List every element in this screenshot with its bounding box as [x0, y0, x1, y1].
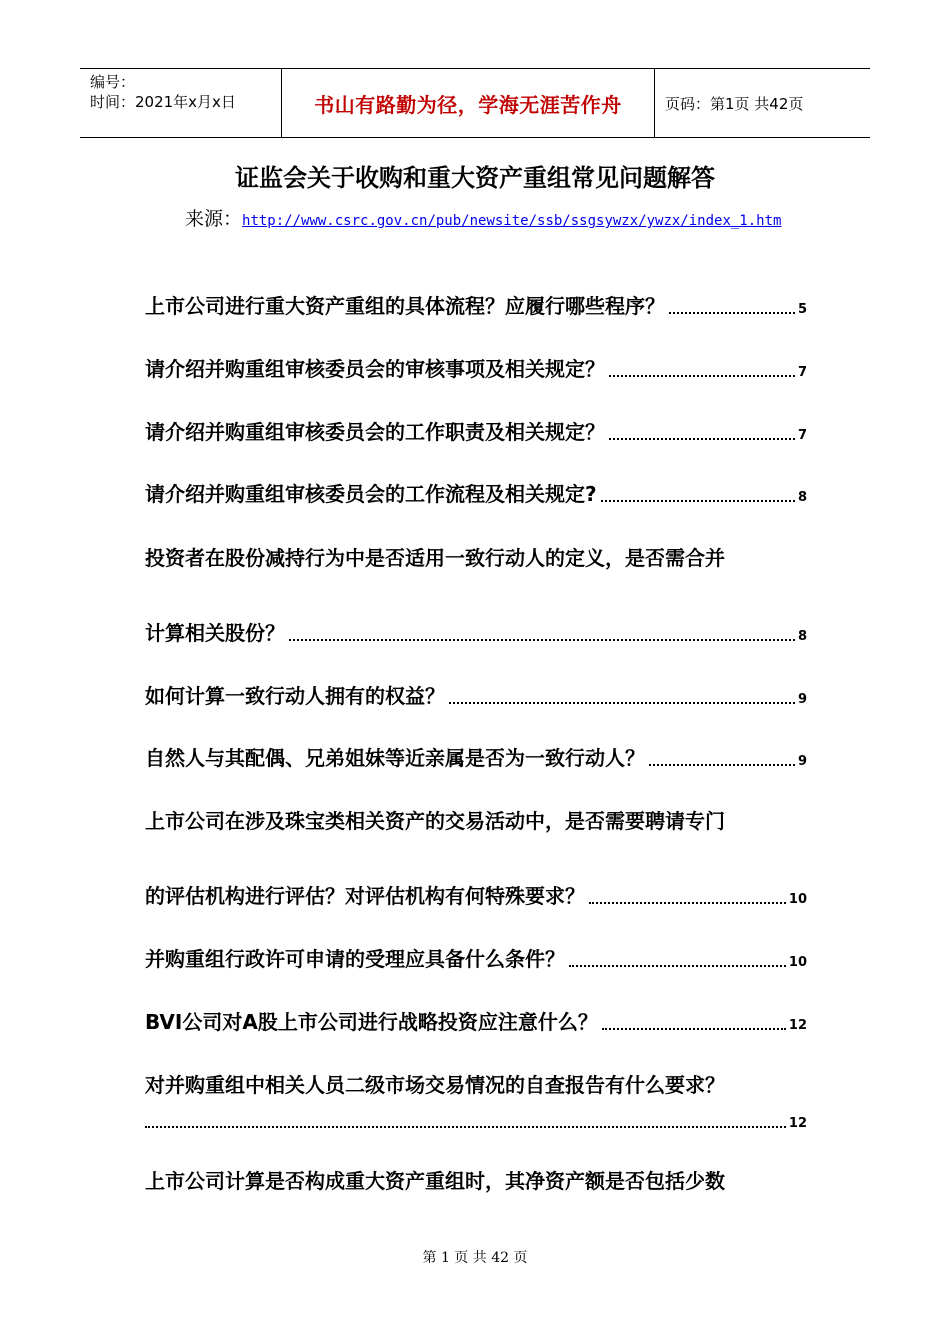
toc-entry-page: 9: [797, 754, 807, 769]
toc-entry[interactable]: [145, 1116, 807, 1133]
table-of-contents: [145, 0, 807, 1344]
toc-entry[interactable]: [145, 617, 807, 646]
toc-entry-page: 5: [797, 302, 807, 317]
toc-entry-page: 12: [788, 1018, 807, 1033]
toc-entry-text: 如何计算一致行动人拥有的权益？: [145, 684, 445, 708]
toc-entry-text: 自然人与其配偶、兄弟姐妹等近亲属是否为一致行动人？: [145, 746, 645, 770]
toc-leader-dots: [669, 311, 795, 314]
page-info: 页码：第1页 共42页: [665, 94, 804, 113]
toc-leader-dots: [145, 1125, 786, 1128]
toc-entry-line1[interactable]: 对并购重组中相关人员二级市场交易情况的自查报告有什么要求？: [145, 1073, 725, 1097]
toc-leader-dots: [649, 763, 795, 766]
toc-leader-dots: [601, 499, 795, 502]
toc-entry-line1[interactable]: 上市公司计算是否构成重大资产重组时，其净资产额是否包括少数: [145, 1169, 725, 1193]
toc-entry-page: 8: [797, 490, 807, 505]
source-label: 来源：: [185, 208, 243, 230]
toc-entry-line1[interactable]: 上市公司在涉及珠宝类相关资产的交易活动中，是否需要聘请专门: [145, 809, 725, 833]
toc-entry-text: 并购重组行政许可申请的受理应具备什么条件？: [145, 947, 565, 971]
toc-entry-text: 的评估机构进行评估？对评估机构有何特殊要求？: [145, 884, 585, 908]
toc-entry-page: 9: [797, 692, 807, 707]
document-title: 证监会关于收购和重大资产重组常见问题解答: [235, 163, 715, 192]
toc-entry-page: 8: [797, 629, 807, 644]
toc-entry-page: 10: [788, 955, 807, 970]
toc-entry-page: 10: [788, 892, 807, 907]
toc-entry[interactable]: [145, 943, 807, 972]
source-link[interactable]: http://www.csrc.gov.cn/pub/newsite/ssb/ssgsywzx/ywzx/index_1.htm: [242, 213, 782, 229]
toc-entry[interactable]: [145, 353, 807, 382]
toc-entry-text: 计算相关股份？: [145, 621, 285, 645]
toc-entry[interactable]: [145, 416, 807, 445]
toc-entry-page: 12: [788, 1116, 807, 1131]
toc-leader-dots: [569, 964, 786, 967]
motto: 书山有路勤为径，学海无涯苦作舟: [314, 92, 622, 117]
toc-entry-text: BVI公司对A股上市公司进行战略投资应注意什么？: [145, 1010, 598, 1034]
toc-entry-text: 请介绍并购重组审核委员会的工作职责及相关规定？: [145, 420, 605, 444]
document-number: 编号：: [90, 73, 136, 91]
toc-entry[interactable]: [145, 742, 807, 771]
toc-entry-text: 请介绍并购重组审核委员会的工作流程及相关规定?: [145, 482, 597, 506]
toc-entry[interactable]: [145, 290, 807, 319]
toc-entry-page: 7: [797, 428, 807, 443]
toc-leader-dots: [609, 437, 795, 440]
toc-entry[interactable]: [145, 478, 807, 507]
toc-entry[interactable]: [145, 1006, 807, 1035]
toc-entry-text: 请介绍并购重组审核委员会的审核事项及相关规定？: [145, 357, 605, 381]
toc-entry[interactable]: [145, 880, 807, 909]
page-footer: 第 1 页 共 42 页: [422, 1250, 528, 1266]
toc-entry-line1[interactable]: 投资者在股份减持行为中是否适用一致行动人的定义，是否需合并: [145, 546, 725, 570]
toc-entry-page: 7: [797, 365, 807, 380]
toc-leader-dots: [289, 638, 795, 641]
toc-leader-dots: [449, 701, 795, 704]
document-time: 时间：2021年x月x日: [90, 93, 236, 111]
toc-leader-dots: [589, 901, 786, 904]
toc-leader-dots: [602, 1027, 786, 1030]
toc-entry[interactable]: [145, 680, 807, 709]
toc-leader-dots: [609, 374, 795, 377]
toc-entry-text: 上市公司进行重大资产重组的具体流程？应履行哪些程序？: [145, 294, 665, 318]
